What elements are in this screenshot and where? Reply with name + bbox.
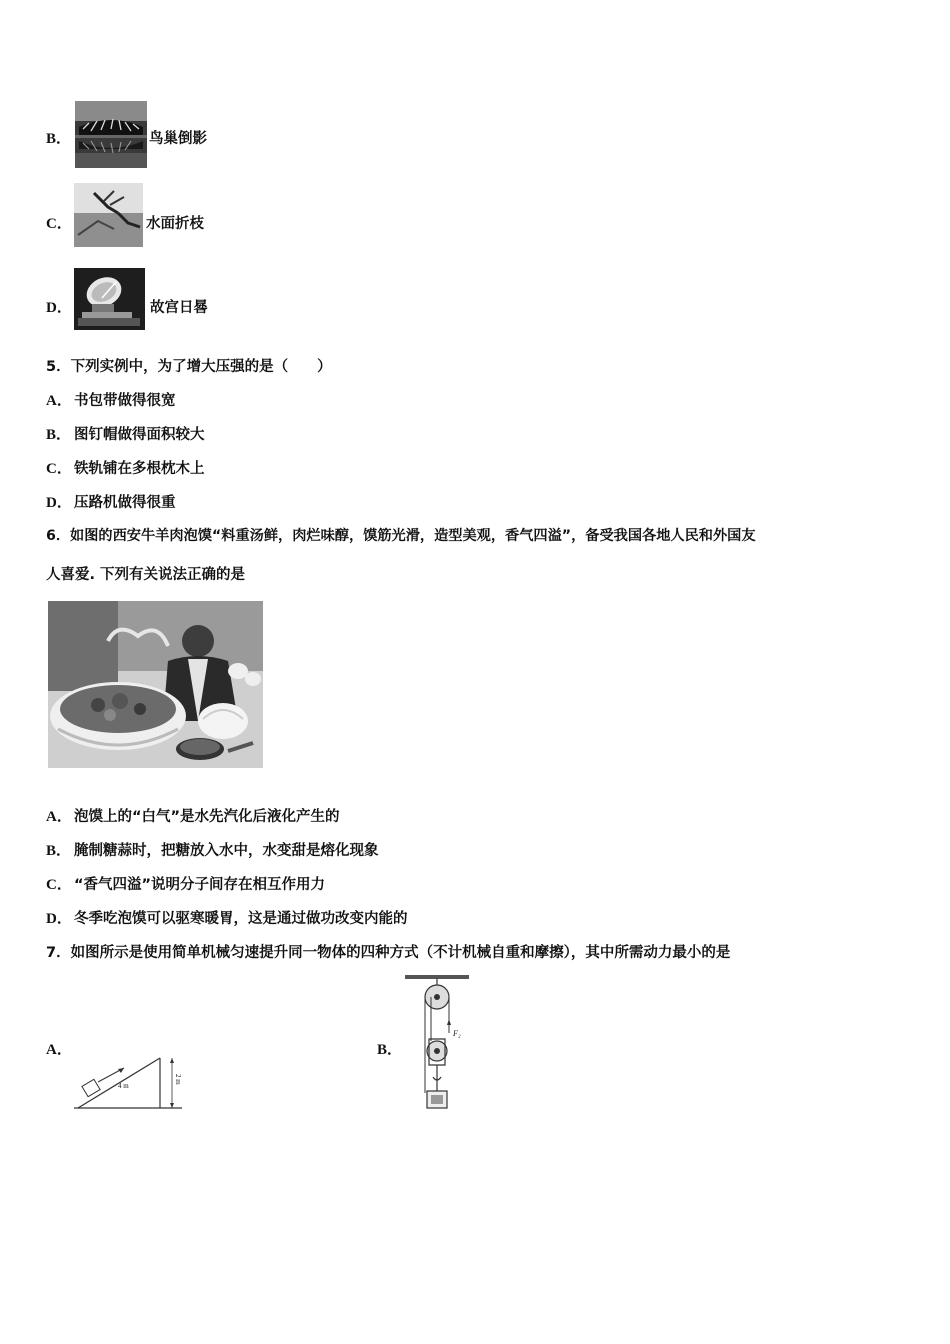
sundial-photo bbox=[74, 268, 145, 330]
bent-branch-in-water-photo bbox=[74, 183, 143, 247]
option-label: B． bbox=[46, 131, 72, 147]
option-label: B． bbox=[46, 427, 72, 443]
option-text: 图钉帽做得面积较大 bbox=[74, 427, 205, 443]
option-text: 腌制糖蒜时，把糖放入水中，水变甜是熔化现象 bbox=[74, 843, 379, 859]
option-label: C． bbox=[46, 877, 72, 893]
option-text: 泡馍上的“白气”是水先汽化后液化产生的 bbox=[74, 809, 340, 825]
height-label: 2 m bbox=[174, 1074, 182, 1085]
option-label: A． bbox=[46, 1042, 72, 1058]
question-stem: 5．下列实例中，为了增大压强的是（ ） bbox=[46, 359, 332, 375]
question-stem-line-1: 6．如图的西安牛羊肉泡馍“料重汤鲜，肉烂味醇，馍筋光滑，造型美观，香气四溢”，备受我国各地人民和外国友 bbox=[46, 528, 756, 544]
option-label: D． bbox=[46, 495, 72, 511]
option-text: “香气四溢”说明分子间存在相互作用力 bbox=[74, 877, 326, 893]
inclined-plane-diagram bbox=[72, 1052, 186, 1112]
option-text: 水面折枝 bbox=[146, 216, 204, 232]
bird-nest-reflection-photo bbox=[75, 101, 147, 168]
option-text: 压路机做得很重 bbox=[74, 495, 176, 511]
paomo-soup-photo bbox=[48, 601, 263, 768]
pulley-block-diagram bbox=[403, 973, 471, 1113]
option-label: D． bbox=[46, 300, 72, 316]
option-text: 冬季吃泡馍可以驱寒暖胃，这是通过做功改变内能的 bbox=[74, 911, 408, 927]
option-label: A． bbox=[46, 393, 72, 409]
force-label: F₂ bbox=[453, 1029, 461, 1038]
option-text: 书包带做得很宽 bbox=[74, 393, 176, 409]
option-text: 故宫日晷 bbox=[150, 300, 208, 316]
option-label: C． bbox=[46, 461, 72, 477]
option-text: 鸟巢倒影 bbox=[149, 131, 207, 147]
slope-length-label: 4 m bbox=[118, 1082, 129, 1090]
option-text: 铁轨铺在多根枕木上 bbox=[74, 461, 205, 477]
option-label: C． bbox=[46, 216, 72, 232]
option-label: D． bbox=[46, 911, 72, 927]
option-label: B． bbox=[377, 1042, 403, 1058]
question-stem-line-2: 人喜爱. 下列有关说法正确的是 bbox=[46, 567, 246, 583]
option-label: B． bbox=[46, 843, 72, 859]
option-label: A． bbox=[46, 809, 72, 825]
question-stem: 7．如图所示是使用简单机械匀速提升同一物体的四种方式（不计机械自重和摩擦），其中所需动力最小的是 bbox=[46, 945, 731, 961]
